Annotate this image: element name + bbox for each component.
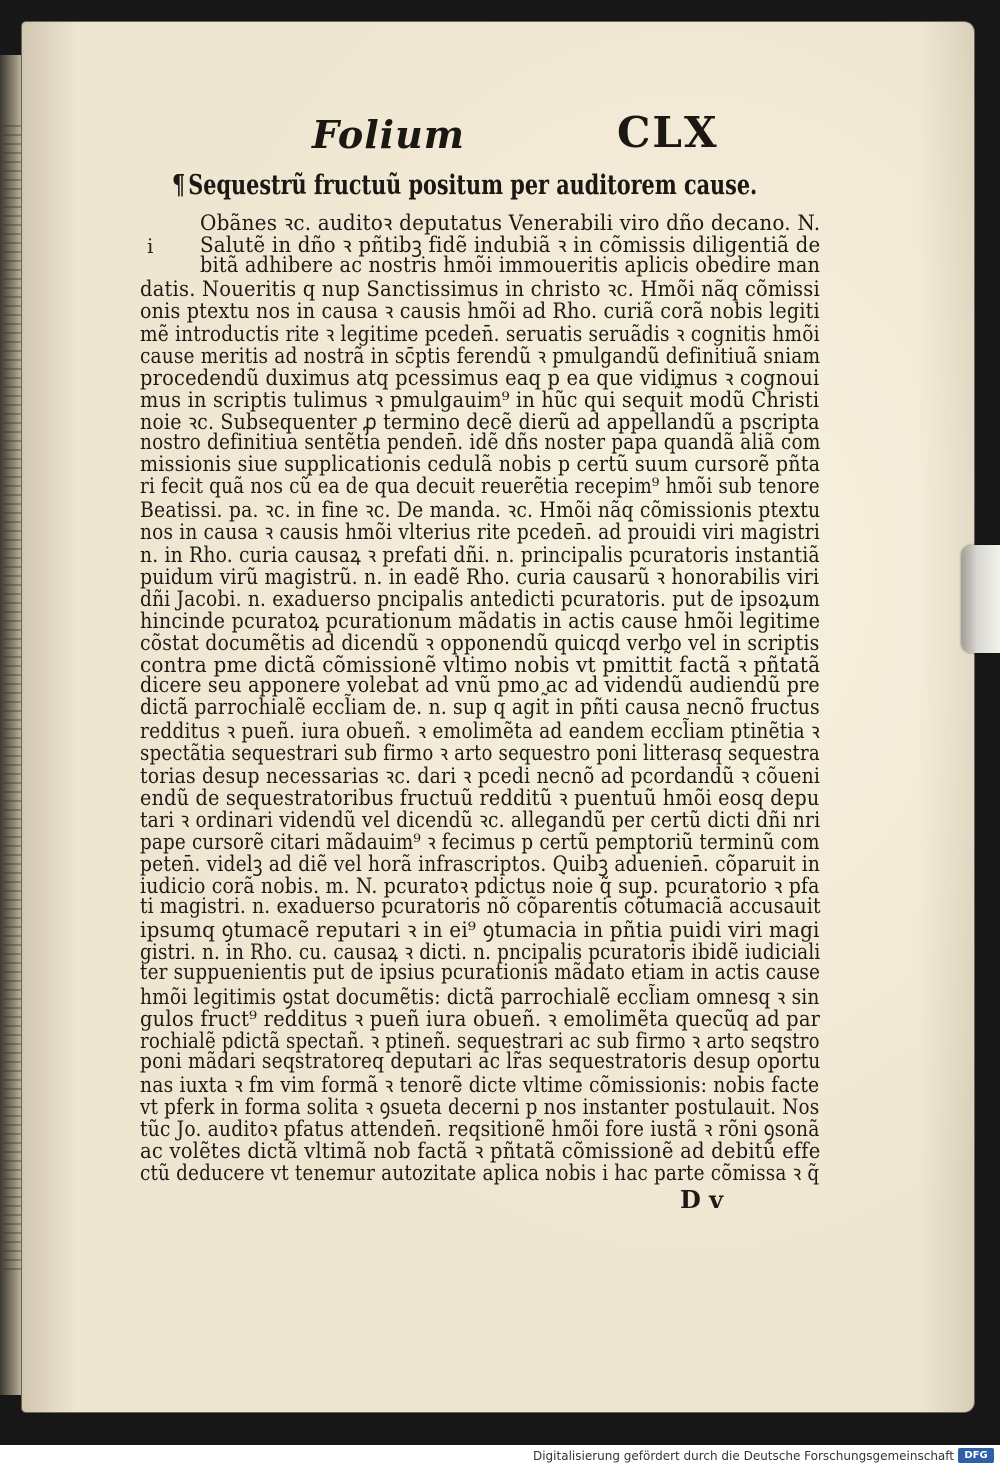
folio-numeral: CLX	[617, 108, 719, 157]
text-line: Salutẽ in dño ꝛ pñtibꝫ fidẽ indubiã ꝛ in cõmissis diligentiã de	[200, 233, 821, 258]
text-line: tũc Jo. auditoꝛ pfatus attenden̄. reqsitionẽ hmõi fore iustã ꝛ rõni ꝯsonã	[140, 1117, 820, 1142]
text-line: rochialẽ pdictã spectañ. ꝛ ptineñ. sequestrari ac sub firmo ꝛ arto seqstro	[140, 1028, 820, 1053]
text-line: nos in causa ꝛ causis hmõi vlterius rite pceden̄. ad prouidi viri magistri	[140, 520, 820, 545]
text-line: mẽ introductis rite ꝛ legitime pceden̄. seruatis seruãdis ꝛ cognitis hmõi	[140, 321, 820, 346]
text-line: mus in scriptis tulimus ꝛ pmulgauim⁹ in hũc qui sequit̃ modũ Christi	[140, 387, 820, 412]
signature-mark: D v	[680, 1185, 724, 1214]
text-line: gulos fruct⁹ redditus ꝛ pueñ iura obueñ. ꝛ emolimẽta quecũq ad par	[140, 1006, 821, 1031]
text-line: iudicio corã nobis. m. N. pcuratoꝛ pdictus noie q̃ sup. pcuratorio ꝛ pfa	[140, 874, 820, 898]
text-line: Beatissi. pa. ꝛc. in fine ꝛc. De manda. ꝛc. Hmõi nãq cõmissionis ptextu	[140, 498, 821, 523]
text-line: poni mãdari seqstratoreq deputari ac lr̃as sequestratoris desup oportu	[140, 1048, 821, 1073]
text-line: gistri. n. in Rho. cu. causaꝝ ꝛ dicti. n. pncipalis pcuratoris ibidẽ iudiciali	[140, 940, 821, 965]
previous-page-text-edge	[4, 125, 24, 1275]
text-line: ctũ deducere vt tenemur autozitate aplica nobis i hac parte cõmissa ꝛ q̃	[140, 1161, 820, 1186]
text-line: onis ptextu nos in causa ꝛ causis hmõi ad Rho. curiã corã nobis legiti	[140, 299, 820, 324]
text-line: bitã adhibere ac nostris hmõi immoueritis aplicis obedire man	[200, 253, 821, 278]
text-line: peten̄. videlꝫ ad diẽ vel horã infrascriptos. Quibꝫ aduenien̄. cõparuit in	[140, 851, 821, 876]
text-line: ac volẽtes dictã vltimã nob factã ꝛ pñtatã cõmissionẽ ad debitũ effe	[140, 1139, 821, 1164]
text-line: cause meritis ad nostrã in sc̄ptis ferendũ ꝛ pmulgandũ definitiuã sniam	[140, 343, 821, 368]
text-line: ti magistri. n. exaduerso pcuratoris nõ cõparentis cõtumaciã accusauit	[140, 894, 821, 919]
text-line: vt pferk in forma solita ꝛ ꝯsueta decerni p nos instanter postulauit. Nos	[140, 1095, 820, 1119]
text-line: ipsumq ꝯtumacẽ reputari ꝛ in ei⁹ ꝯtumacia in pñtia puidi viri magi	[140, 918, 820, 943]
text-line: tari ꝛ ordinari videndũ vel dicendũ ꝛc. allegandũ per certũ dicti dñi nri	[140, 807, 821, 832]
book-page	[22, 22, 974, 1412]
text-line: nostro definitiua sentẽtia penden̄. idẽ dñs noster papa quandã aliã com	[140, 430, 821, 454]
text-line: ter suppuenientis put de ipsius pcurationis mãdato etiam in actis cause	[140, 960, 821, 985]
text-line: dñi Jacobi. n. exaduerso pncipalis antedicti pcuratoris. put de ipsoꝝum	[140, 586, 820, 611]
text-line: contra pme dictã cõmissionẽ vltimo nobis vt pmittit̃ factã ꝛ pñtatã	[140, 653, 821, 677]
text-line: puidum virũ magistrũ. n. in eadẽ Rho. curia causarũ ꝛ honorabilis viri	[140, 564, 820, 589]
text-line: noie ꝛc. Subsequenter ꝓ termino decẽ dierũ ad appellandũ a pscripta	[140, 409, 820, 434]
text-line: torias desup necessarias ꝛc. dari ꝛ pcedi necnõ ad pcordandũ ꝛ cõueni	[140, 763, 821, 788]
text-line: nas iuxta ꝛ fm vim formã ꝛ tenorẽ dicte vltime cõmissionis: nobis facte	[140, 1072, 820, 1097]
bookmark-tab	[962, 545, 1000, 653]
section-heading	[172, 170, 757, 201]
text-line: datis. Noueritis q nup Sanctissimus in christo ꝛc. Hmõi nãq cõmissi	[140, 277, 820, 302]
text-line: redditus ꝛ pueñ. iura obueñ. ꝛ emolimẽta ad eandem eccl̃iam ptinẽtia ꝛ	[140, 719, 820, 744]
margin-note: i	[147, 234, 154, 258]
folium-label: Folium	[312, 112, 465, 157]
text-line: cõstat documẽtis ad dicendũ ꝛ opponendũ quicqd verbo vel in scriptis	[140, 630, 820, 655]
section-heading-text: Sequestrũ fructuũ positum per auditorem cause.	[188, 170, 758, 201]
pilcrow-icon: ¶	[172, 170, 186, 201]
text-line: missionis siue supplicationis cedulã nobis p certũ suum cursorẽ pñta	[140, 452, 821, 477]
text-line: pape cursorẽ citari mãdauim⁹ ꝛ fecimus p certũ pemptoriũ terminũ com	[140, 829, 820, 854]
running-head	[142, 102, 842, 172]
text-line: dictã parrochialẽ eccl̃iam de. n. sup q agit̃ in pñti causa necnõ fructus	[140, 695, 820, 720]
text-line: spectãtia sequestrari sub firmo ꝛ arto sequestro poni litterasq sequestra	[140, 741, 820, 766]
text-line: procedendũ duximus atq pcessimus eaq p ea que vidimus ꝛ cognoui	[140, 365, 820, 390]
text-line: ri fecit quã nos cũ ea de qua decuit reuerẽtia recepim⁹ hmõi sub tenore	[140, 474, 820, 499]
dfg-logo-icon: DFG	[958, 1448, 994, 1463]
text-line: n. in Rho. curia causaꝝ ꝛ prefati dñi. n. principalis pcuratoris instantiã	[140, 542, 820, 567]
text-line: hincinde pcuratoꝝ pcurationum mãdatis in actis cause hmõi legitime	[140, 608, 821, 633]
footer-credit: Digitalisierung gefördert durch die Deutsche Forschungsgemeinschaft	[532, 1449, 954, 1463]
text-line: dicere seu apponere volebat ad vnũ pmo ac ad videndũ audiendũ pre	[140, 673, 820, 698]
text-line: hmõi legitimis ꝯstat documẽtis: dictã parrochialẽ eccl̃iam omnesq ꝛ sin	[140, 984, 820, 1009]
text-line: Obãnes ꝛc. auditoꝛ deputatus Venerabili viro dño decano. N.	[200, 211, 821, 235]
footer-bar	[0, 1445, 1000, 1467]
text-line: endũ de sequestratoribus fructuũ redditũ ꝛ puentuũ hmõi eosq depu	[140, 785, 820, 810]
